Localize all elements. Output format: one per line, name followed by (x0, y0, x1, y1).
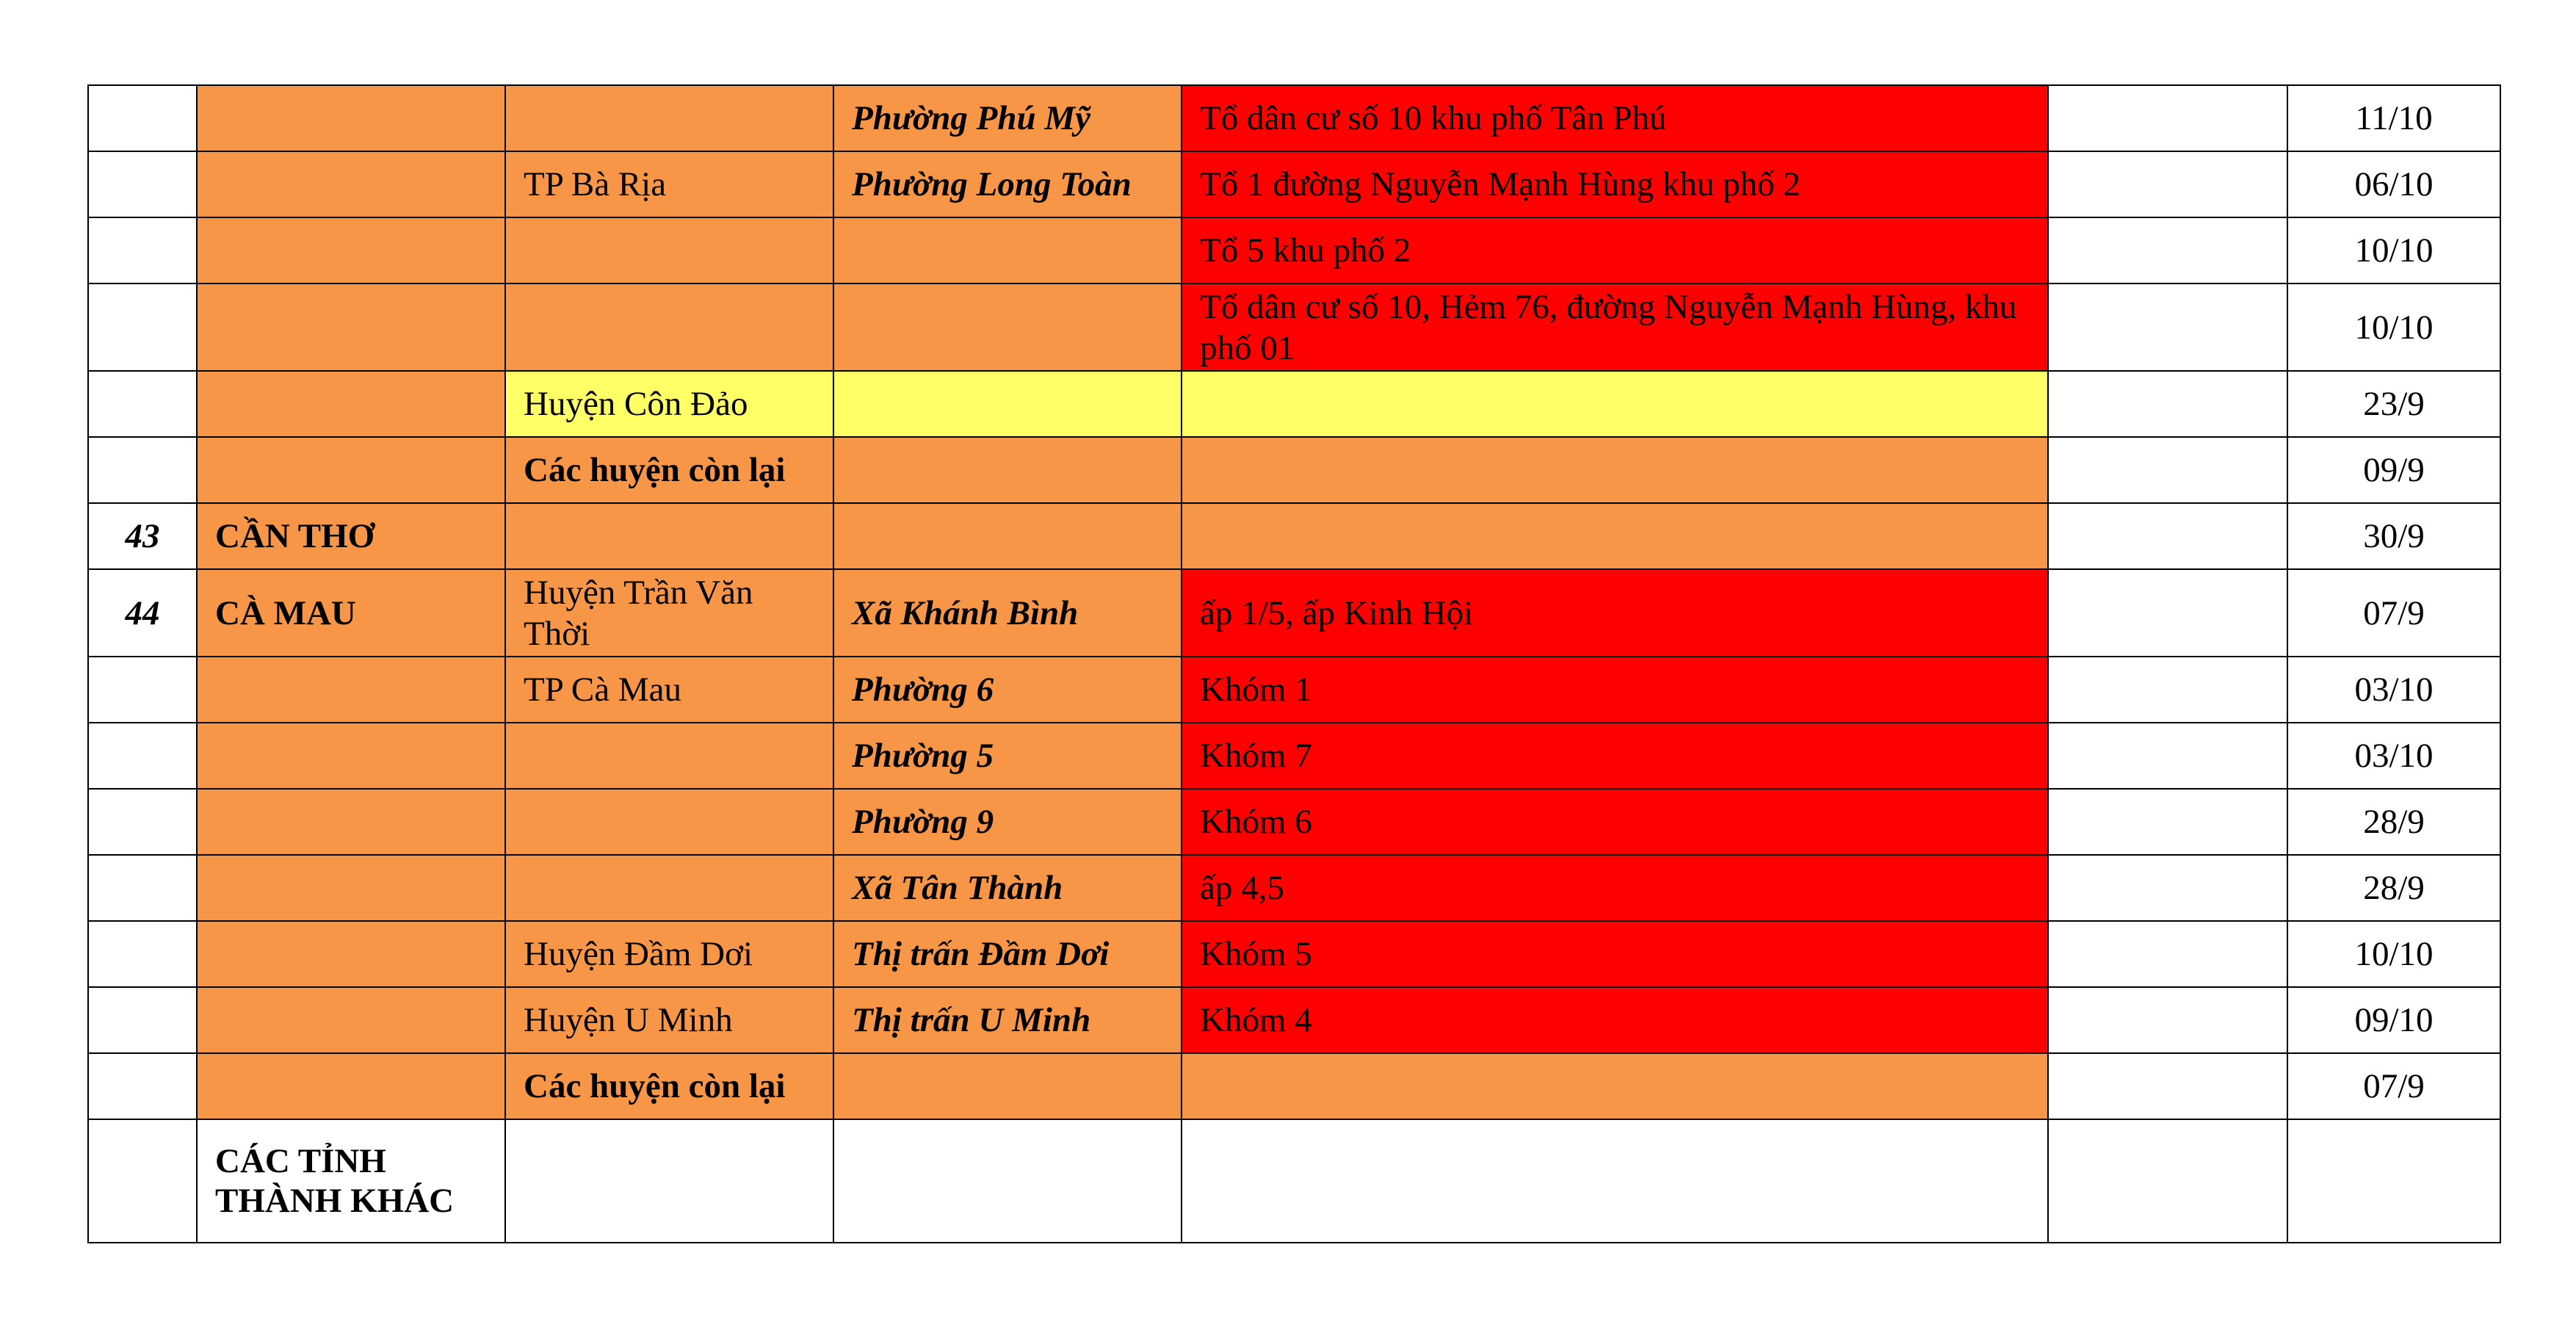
table-row (88, 85, 2500, 151)
ward-cell (833, 217, 1182, 283)
row-number: 44 (88, 569, 197, 657)
province-cell: CẦN THƠ (197, 503, 505, 569)
row-number (88, 789, 197, 855)
province-cell (197, 987, 505, 1053)
date-cell: 06/10 (2287, 151, 2500, 217)
date-cell: 09/9 (2287, 437, 2500, 503)
table-row (88, 569, 2500, 657)
province-cell (197, 283, 505, 371)
date-cell: 28/9 (2287, 855, 2500, 921)
province-cell (197, 217, 505, 283)
date-cell: 30/9 (2287, 503, 2500, 569)
empty-cell (2048, 987, 2287, 1053)
district-cell: Huyện Côn Đảo (505, 371, 833, 437)
row-number (88, 855, 197, 921)
area-cell: Khóm 6 (1182, 789, 2048, 855)
district-cell: TP Cà Mau (505, 657, 833, 723)
row-number (88, 85, 197, 151)
ward-cell: Phường 6 (833, 657, 1182, 723)
date-cell: 10/10 (2287, 283, 2500, 371)
table-row (88, 921, 2500, 987)
row-number (88, 657, 197, 723)
area-cell: Khóm 7 (1182, 723, 2048, 789)
table-row (88, 503, 2500, 569)
ward-cell (833, 1119, 1182, 1243)
ward-cell: Phường Long Toàn (833, 151, 1182, 217)
table-row (88, 151, 2500, 217)
empty-cell (2048, 151, 2287, 217)
empty-cell (2048, 283, 2287, 371)
district-cell: Huyện Trần Văn Thời (505, 569, 833, 657)
province-cell: CÀ MAU (197, 569, 505, 657)
row-number (88, 921, 197, 987)
empty-cell (2048, 789, 2287, 855)
table-row (88, 723, 2500, 789)
province-cell (197, 437, 505, 503)
district-cell (505, 1119, 833, 1243)
row-number (88, 371, 197, 437)
area-cell: ấp 4,5 (1182, 855, 2048, 921)
row-number (88, 987, 197, 1053)
date-cell: 09/10 (2287, 987, 2500, 1053)
date-cell: 28/9 (2287, 789, 2500, 855)
ward-cell: Phường 5 (833, 723, 1182, 789)
date-cell: 10/10 (2287, 921, 2500, 987)
area-cell: Khóm 1 (1182, 657, 2048, 723)
province-cell: CÁC TỈNH THÀNH KHÁC (197, 1119, 505, 1243)
table-row (88, 283, 2500, 371)
area-cell (1182, 503, 2048, 569)
empty-cell (2048, 85, 2287, 151)
empty-cell (2048, 723, 2287, 789)
date-cell: 07/9 (2287, 569, 2500, 657)
area-cell: ấp 1/5, ấp Kinh Hội (1182, 569, 2048, 657)
district-cell: Các huyện còn lại (505, 1053, 833, 1119)
district-cell (505, 85, 833, 151)
ward-cell (833, 371, 1182, 437)
empty-cell (2048, 503, 2287, 569)
empty-cell (2048, 569, 2287, 657)
area-cell (1182, 437, 2048, 503)
district-cell (505, 283, 833, 371)
ward-cell: Xã Khánh Bình (833, 569, 1182, 657)
date-cell (2287, 1119, 2500, 1243)
table-row (88, 217, 2500, 283)
district-cell: Huyện Đầm Dơi (505, 921, 833, 987)
table-row (88, 371, 2500, 437)
empty-cell (2048, 1053, 2287, 1119)
date-cell: 10/10 (2287, 217, 2500, 283)
district-cell (505, 723, 833, 789)
province-cell (197, 855, 505, 921)
table-row (88, 657, 2500, 723)
ward-cell (833, 503, 1182, 569)
province-cell (197, 723, 505, 789)
district-cell (505, 855, 833, 921)
row-number (88, 723, 197, 789)
ward-cell: Thị trấn U Minh (833, 987, 1182, 1053)
ward-cell (833, 437, 1182, 503)
area-cell (1182, 1119, 2048, 1243)
area-cell: Khóm 4 (1182, 987, 2048, 1053)
province-cell (197, 657, 505, 723)
province-cell (197, 85, 505, 151)
empty-cell (2048, 437, 2287, 503)
table-row (88, 789, 2500, 855)
date-cell: 11/10 (2287, 85, 2500, 151)
empty-cell (2048, 217, 2287, 283)
province-cell (197, 151, 505, 217)
row-number (88, 217, 197, 283)
row-number (88, 151, 197, 217)
district-cell (505, 503, 833, 569)
area-cell: Tổ dân cư số 10, Hẻm 76, đường Nguyễn Mạnh Hùng, khu phố 01 (1182, 283, 2048, 371)
empty-cell (2048, 855, 2287, 921)
district-cell: TP Bà Rịa (505, 151, 833, 217)
date-cell: 23/9 (2287, 371, 2500, 437)
district-cell (505, 789, 833, 855)
empty-cell (2048, 1119, 2287, 1243)
ward-cell (833, 283, 1182, 371)
ward-cell: Phường 9 (833, 789, 1182, 855)
table-row (88, 437, 2500, 503)
table-row (88, 855, 2500, 921)
ward-cell: Phường Phú Mỹ (833, 85, 1182, 151)
row-number (88, 283, 197, 371)
province-cell (197, 921, 505, 987)
empty-cell (2048, 657, 2287, 723)
date-cell: 03/10 (2287, 657, 2500, 723)
area-cell: Tổ 5 khu phố 2 (1182, 217, 2048, 283)
table-row (88, 987, 2500, 1053)
province-cell (197, 789, 505, 855)
province-cell (197, 371, 505, 437)
row-number (88, 437, 197, 503)
district-cell: Huyện U Minh (505, 987, 833, 1053)
empty-cell (2048, 371, 2287, 437)
district-cell: Các huyện còn lại (505, 437, 833, 503)
date-cell: 03/10 (2287, 723, 2500, 789)
table-row (88, 1053, 2500, 1119)
area-cell: Tổ dân cư số 10 khu phố Tân Phú (1182, 85, 2048, 151)
zone-table (87, 84, 2501, 1243)
row-number: 43 (88, 503, 197, 569)
table-row (88, 1119, 2500, 1243)
ward-cell: Thị trấn Đầm Dơi (833, 921, 1182, 987)
area-cell (1182, 371, 2048, 437)
area-cell: Tổ 1 đường Nguyễn Mạnh Hùng khu phố 2 (1182, 151, 2048, 217)
district-cell (505, 217, 833, 283)
row-number (88, 1053, 197, 1119)
date-cell: 07/9 (2287, 1053, 2500, 1119)
area-cell (1182, 1053, 2048, 1119)
ward-cell: Xã Tân Thành (833, 855, 1182, 921)
ward-cell (833, 1053, 1182, 1119)
empty-cell (2048, 921, 2287, 987)
area-cell: Khóm 5 (1182, 921, 2048, 987)
province-cell (197, 1053, 505, 1119)
row-number (88, 1119, 197, 1243)
